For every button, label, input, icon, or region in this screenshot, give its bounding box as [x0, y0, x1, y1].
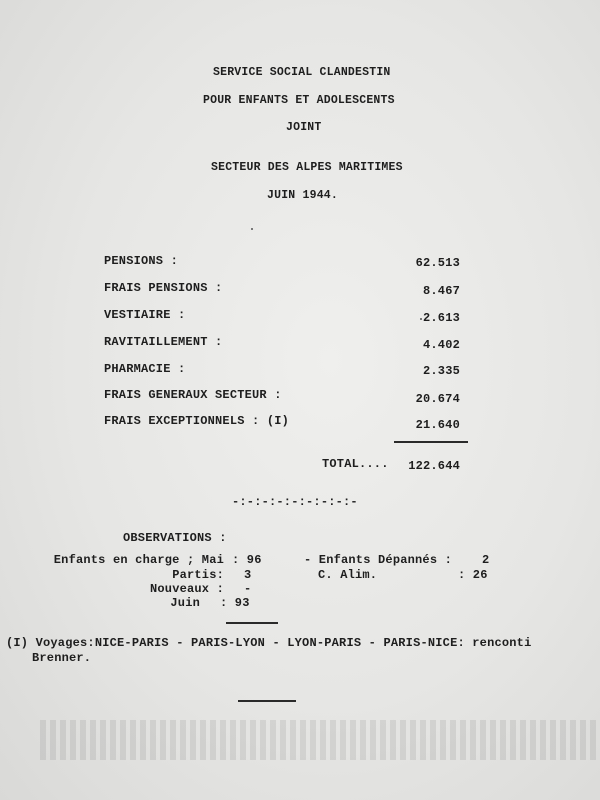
header-line-5: JUIN 1944. [267, 189, 339, 202]
expense-amount: 20.674 [415, 392, 460, 406]
observation-value: 2 [482, 553, 490, 567]
bleed-through-shadow [40, 720, 600, 760]
expense-label: FRAIS PENSIONS : [104, 281, 223, 295]
footnote-line-2: Brenner. [32, 651, 92, 665]
observation-label: Enfants en charge ; Mai [53, 553, 224, 567]
expense-amount: 62.513 [415, 256, 460, 270]
observation-value: : 96 [232, 553, 262, 567]
header-line-2: POUR ENFANTS ET ADOLESCENTS [203, 94, 395, 107]
expense-label: FRAIS GENERAUX SECTEUR : [104, 388, 282, 402]
observation-value: : 93 [220, 596, 250, 610]
expense-label: PHARMACIE : [104, 362, 186, 376]
observation-value: - [244, 582, 252, 596]
header-line-4: SECTEUR DES ALPES MARITIMES [211, 161, 403, 174]
expense-amount: 4.402 [422, 338, 460, 352]
observation-rule [226, 622, 278, 624]
expense-amount: 2.613 [422, 311, 460, 325]
total-amount: 122.644 [408, 459, 460, 473]
separator-line: -:-:-:-:-:-:-:-:- [232, 495, 358, 509]
footnote-line-1: (I) Voyages:NICE-PARIS - PARIS-LYON - LYON-PARIS - PARIS-NICE: renconti [6, 636, 532, 650]
bottom-rule [238, 700, 296, 702]
observation-label: Nouveaux : [149, 582, 224, 596]
expense-amount: 8.467 [422, 284, 460, 298]
expense-label: RAVITAILLEMENT : [104, 335, 223, 349]
observation-label: Partis: [172, 568, 224, 582]
total-label: TOTAL.... [322, 457, 389, 471]
observation-value: : 26 [458, 568, 488, 582]
header-line-3: JOINT [286, 121, 322, 134]
expense-amount: 21.640 [415, 418, 460, 432]
observation-label: C. Alim. [318, 568, 378, 582]
header-line-1: SERVICE SOCIAL CLANDESTIN [213, 66, 391, 79]
expense-label: FRAIS EXCEPTIONNELS : (I) [104, 414, 290, 428]
expense-label: PENSIONS : [104, 254, 179, 268]
expense-amount: 2.335 [422, 364, 460, 378]
observation-value: 3 [244, 568, 252, 582]
sum-rule [394, 441, 468, 443]
observation-label: - Enfants Dépannés : [304, 553, 453, 567]
observation-label: Juin [170, 596, 200, 610]
paper-speck [251, 228, 253, 230]
expense-label: VESTIAIRE : [104, 308, 186, 322]
observations-title: OBSERVATIONS : [123, 531, 227, 545]
